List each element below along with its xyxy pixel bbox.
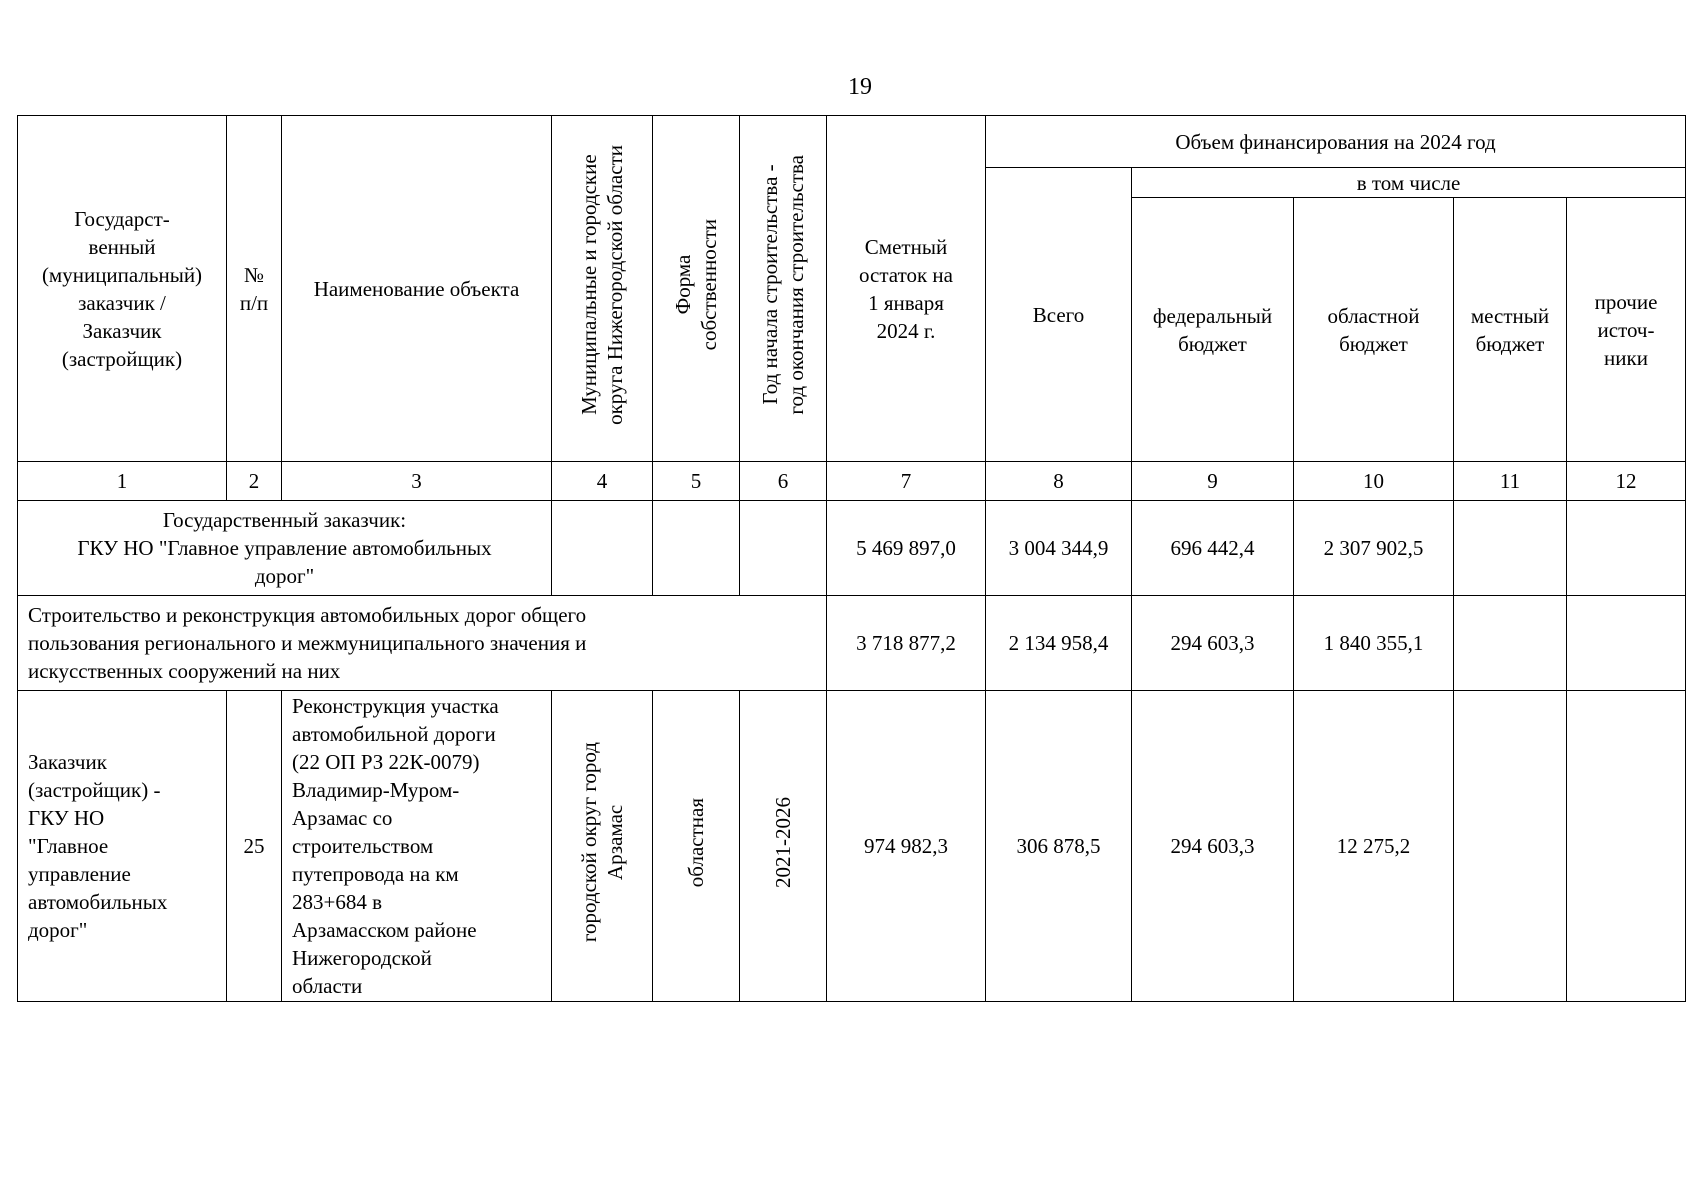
item-local (1454, 691, 1567, 1002)
header-total: Всего (986, 168, 1132, 462)
section-estimate: 3 718 877,2 (827, 596, 986, 691)
item-estimate: 974 982,3 (827, 691, 986, 1002)
column-number: 4 (552, 462, 653, 501)
item-customer: Заказчик (застройщик) - ГКУ НО "Главное управление автомобильных дорог" (18, 691, 227, 1002)
item-regional: 12 275,2 (1294, 691, 1454, 1002)
section-local (1454, 596, 1567, 691)
header-customer: Государст- венный (муниципальный) заказчик / Заказчик (застройщик) (18, 116, 227, 462)
column-number: 3 (282, 462, 552, 501)
item-total: 306 878,5 (986, 691, 1132, 1002)
item-federal: 294 603,3 (1132, 691, 1294, 1002)
financing-table (17, 115, 1686, 1002)
state-customer-total: 3 004 344,9 (986, 501, 1132, 596)
item-ownership (653, 691, 740, 1002)
item-years (740, 691, 827, 1002)
column-number: 12 (1567, 462, 1686, 501)
section-regional: 1 840 355,1 (1294, 596, 1454, 691)
state-customer-other (1567, 501, 1686, 596)
header-object-name: Наименование объекта (282, 116, 552, 462)
header-municipality-text: Муниципальные и городские округа Нижегородской области (577, 145, 627, 425)
column-number: 11 (1454, 462, 1567, 501)
item-number: 25 (227, 691, 282, 1002)
header-estimate-balance: Сметный остаток на 1 января 2024 г. (827, 116, 986, 462)
header-including: в том числе (1132, 168, 1686, 198)
item-name: Реконструкция участка автомобильной дороги (22 ОП РЗ 22К-0079) Владимир-Муром- Арзамас со строительством путепровода на км 283+684 в Арзамасском районе Нижегородской области (282, 691, 552, 1002)
column-number: 5 (653, 462, 740, 501)
state-customer-local (1454, 501, 1567, 596)
item-municipality-text: городской округ город Арзамас (577, 742, 627, 943)
section-other (1567, 596, 1686, 691)
section-total: 2 134 958,4 (986, 596, 1132, 691)
item-ownership-text: областная (684, 797, 708, 888)
header-municipality (552, 116, 653, 462)
page-number: 19 (848, 74, 872, 100)
item-municipality (552, 691, 653, 1002)
column-number: 8 (986, 462, 1132, 501)
item-row (18, 691, 1686, 1002)
state-customer-estimate: 5 469 897,0 (827, 501, 986, 596)
section-label: Строительство и реконструкция автомобильных дорог общего пользования регионального и межмуниципального значения и искусственных сооружений на них (18, 596, 827, 691)
empty-cell (552, 501, 653, 596)
item-other (1567, 691, 1686, 1002)
item-years-text: 2021-2026 (771, 797, 795, 888)
section-row (18, 596, 1686, 691)
header-years-text: Год начала строительства - год окончания строительства (758, 155, 808, 415)
column-number: 7 (827, 462, 986, 501)
header-regional: областной бюджет (1294, 198, 1454, 462)
header-other: прочие источ- ники (1567, 198, 1686, 462)
state-customer-regional: 2 307 902,5 (1294, 501, 1454, 596)
state-customer-row (18, 501, 1686, 596)
state-customer-federal: 696 442,4 (1132, 501, 1294, 596)
column-number: 2 (227, 462, 282, 501)
column-numbers-row (18, 462, 1686, 501)
header-number: № п/п (227, 116, 282, 462)
column-number: 1 (18, 462, 227, 501)
empty-cell (740, 501, 827, 596)
header-federal: федеральный бюджет (1132, 198, 1294, 462)
header-local: местный бюджет (1454, 198, 1567, 462)
header-funding-2024: Объем финансирования на 2024 год (986, 116, 1686, 168)
header-ownership-text: Форма собственности (671, 219, 721, 351)
header-ownership (653, 116, 740, 462)
column-number: 6 (740, 462, 827, 501)
column-number: 9 (1132, 462, 1294, 501)
empty-cell (653, 501, 740, 596)
section-federal: 294 603,3 (1132, 596, 1294, 691)
header-years (740, 116, 827, 462)
column-number: 10 (1294, 462, 1454, 501)
state-customer-label: Государственный заказчик: ГКУ НО "Главное управление автомобильных дорог" (18, 501, 552, 596)
